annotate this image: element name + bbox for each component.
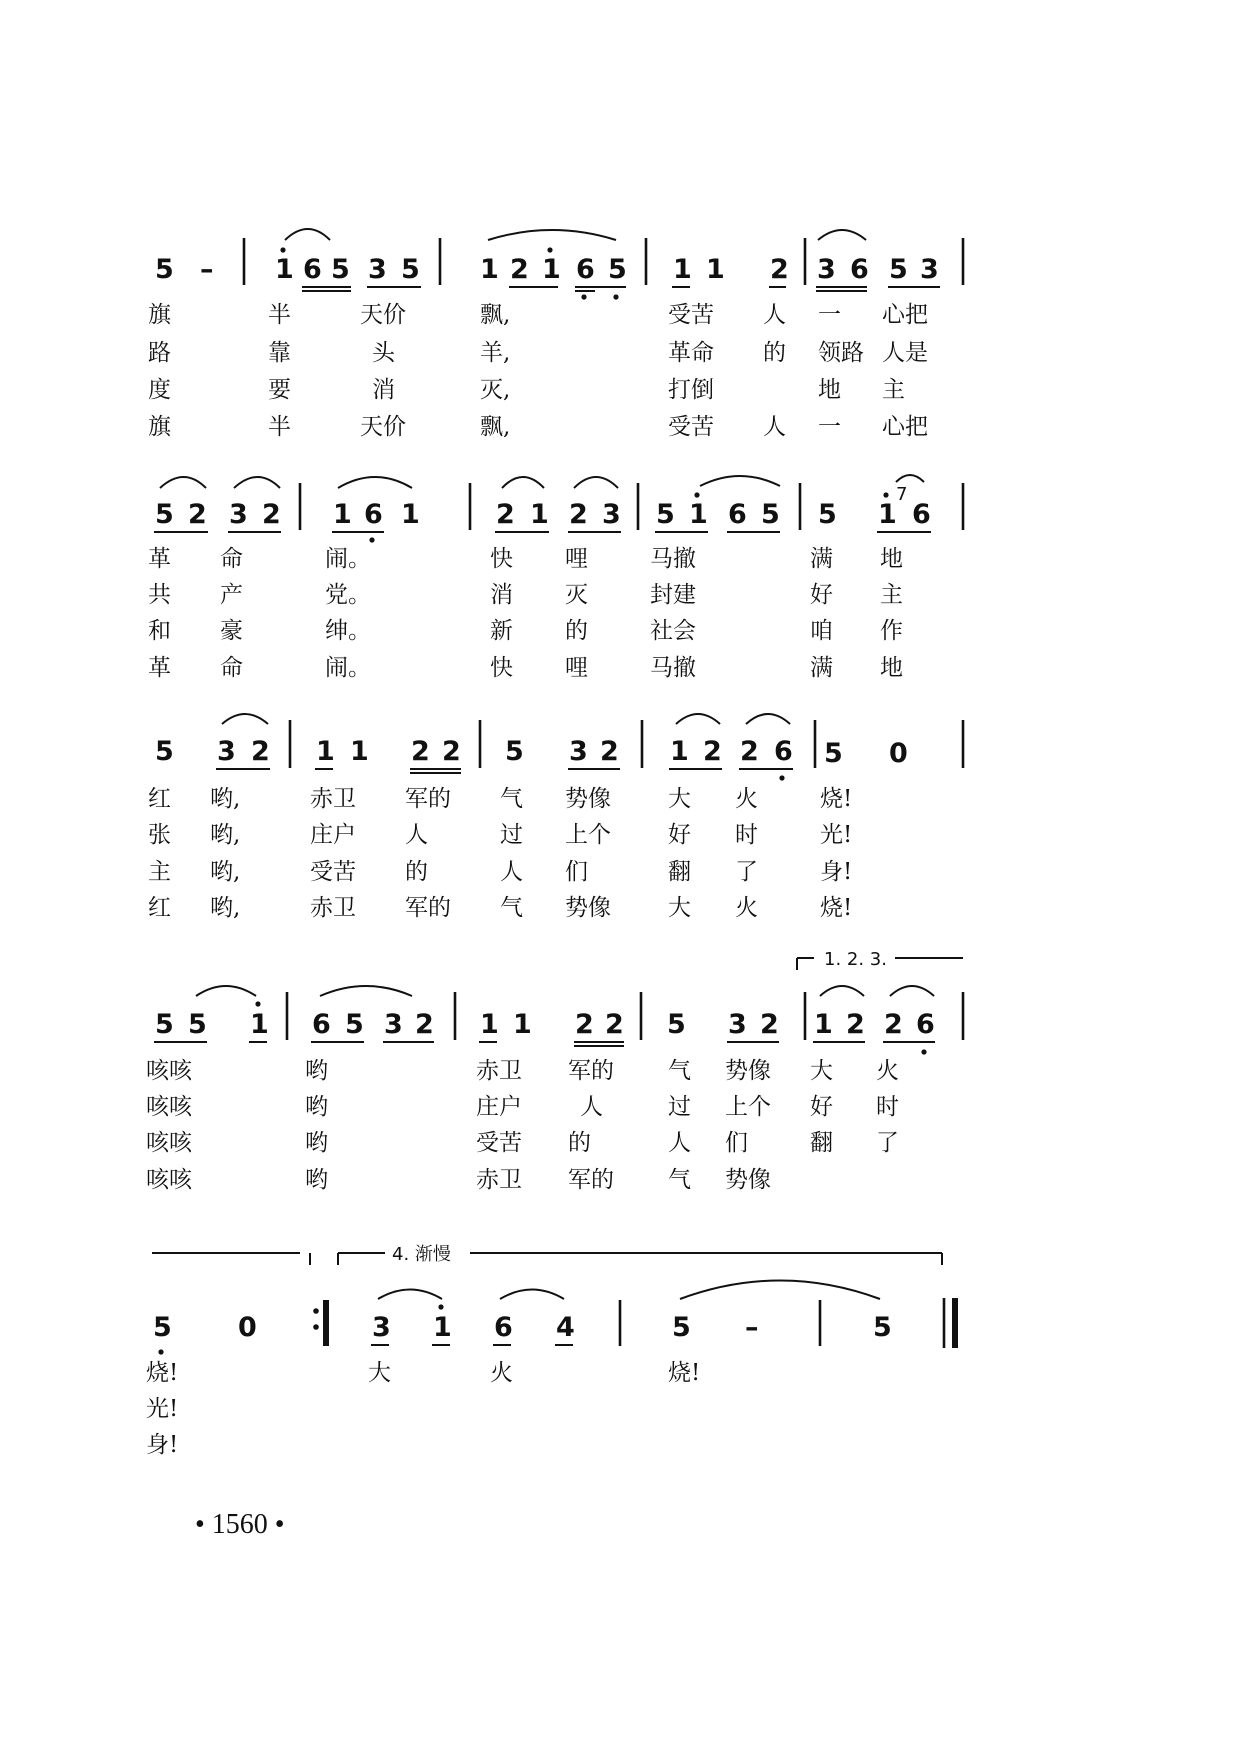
- lyric: 咳咳: [146, 1167, 192, 1193]
- note: 1: [350, 736, 369, 767]
- system-5-lyrics: [146, 1360, 700, 1458]
- note: 3: [602, 499, 621, 530]
- lyric: 气: [500, 895, 523, 921]
- note: 1: [250, 1009, 269, 1040]
- slur: [676, 714, 720, 724]
- note: 2: [884, 1009, 903, 1040]
- lyric: 哟: [305, 1130, 328, 1156]
- slur: [320, 986, 412, 996]
- octave-dot: [921, 1049, 926, 1054]
- lyric: 旗: [148, 302, 171, 328]
- note: 2: [262, 499, 281, 530]
- note: 5: [155, 736, 174, 767]
- note: 5: [345, 1009, 364, 1040]
- lyric: 哟: [305, 1094, 328, 1120]
- lyric: 哟: [305, 1167, 328, 1193]
- system-4: [146, 949, 963, 1193]
- note: 5: [153, 1312, 172, 1343]
- lyric: 军的: [405, 895, 451, 921]
- note: 6: [312, 1009, 331, 1040]
- lyric: 时: [735, 822, 758, 848]
- note: 6: [494, 1312, 513, 1343]
- lyric: 消: [372, 377, 395, 403]
- system-5-notes: [153, 1312, 892, 1343]
- slur: [818, 230, 866, 240]
- lyric: 心把: [882, 414, 928, 440]
- slur: [196, 986, 256, 996]
- lyric: 哩: [565, 655, 588, 681]
- lyric: 光!: [146, 1396, 179, 1422]
- repeat-dot: [313, 1308, 319, 1314]
- lyric: 火: [735, 786, 758, 812]
- note: 2: [442, 736, 461, 767]
- note: 1: [670, 736, 689, 767]
- system-2-lyrics: [148, 546, 903, 681]
- note: 5: [401, 254, 420, 285]
- lyric: 半: [268, 302, 291, 328]
- note: 6: [364, 499, 383, 530]
- lyric: 马撤: [650, 546, 696, 572]
- lyric: 庄户: [476, 1094, 522, 1120]
- lyric: 一: [818, 302, 841, 328]
- slur: [500, 1290, 564, 1300]
- slur: [502, 477, 544, 488]
- page-number: • 1560 •: [195, 1509, 285, 1540]
- lyric: 张: [148, 822, 171, 848]
- lyric: 们: [565, 859, 588, 885]
- lyric: 羊,: [480, 340, 511, 366]
- lyric: 灭: [565, 582, 588, 608]
- slur: [896, 475, 924, 482]
- note: 1: [316, 736, 335, 767]
- lyric: 灭,: [480, 377, 511, 403]
- lyric: 产: [220, 582, 243, 608]
- slur: [338, 477, 412, 488]
- note: 5: [824, 738, 843, 769]
- lyric: 消: [490, 582, 513, 608]
- lyric: 翻: [668, 859, 691, 885]
- slur: [222, 714, 268, 724]
- lyric: 好: [810, 582, 833, 608]
- lyric: 飘,: [480, 414, 511, 440]
- lyric: 势像: [725, 1058, 771, 1084]
- lyric: 红: [148, 786, 171, 812]
- lyric: 飘,: [480, 302, 511, 328]
- note: 5: [667, 1009, 686, 1040]
- system-4-lyrics: [146, 1058, 899, 1193]
- note: 1: [433, 1312, 452, 1343]
- lyric: 火: [735, 895, 758, 921]
- note: 5: [889, 254, 908, 285]
- lyric: 咳咳: [146, 1130, 192, 1156]
- note: 5: [155, 1009, 174, 1040]
- lyric: 气: [500, 786, 523, 812]
- lyric: 人: [500, 859, 523, 885]
- lyric: 咳咳: [146, 1094, 192, 1120]
- lyric: 火: [876, 1058, 899, 1084]
- lyric: 咳咳: [146, 1058, 192, 1084]
- lyric: 主: [882, 377, 905, 403]
- repeat-sign: [313, 1300, 326, 1346]
- octave-dot: [280, 247, 285, 252]
- note: 5: [155, 499, 174, 530]
- slur: [820, 986, 864, 996]
- lyric: 人: [763, 414, 786, 440]
- dash: –: [745, 1312, 759, 1343]
- system-2-notes: [155, 484, 931, 530]
- system-3: [148, 714, 963, 921]
- note: 1: [275, 254, 294, 285]
- note: 5: [331, 254, 350, 285]
- lyric: 满: [810, 546, 833, 572]
- lyric: 了: [876, 1130, 899, 1156]
- lyric: 身!: [820, 859, 853, 885]
- lyric: 闹。: [325, 546, 371, 572]
- lyric: 大: [810, 1058, 833, 1084]
- lyric: 受苦: [668, 302, 714, 328]
- note: 1: [814, 1009, 833, 1040]
- note: 2: [605, 1009, 624, 1040]
- note: 6: [912, 499, 931, 530]
- system-1-lyrics: [148, 302, 928, 440]
- lyric: 天价: [360, 302, 406, 328]
- lyric: 大: [668, 786, 691, 812]
- note: 2: [575, 1009, 594, 1040]
- octave-dot: [438, 1304, 443, 1309]
- lyric: 大: [668, 895, 691, 921]
- octave-dot: [883, 492, 888, 497]
- lyric: 受苦: [310, 859, 356, 885]
- note: 1: [706, 254, 725, 285]
- note: 3: [920, 254, 939, 285]
- note: 2: [846, 1009, 865, 1040]
- lyric: 革命: [668, 340, 714, 366]
- volta-label: 1. 2. 3.: [824, 949, 887, 970]
- lyric: 大: [368, 1360, 391, 1386]
- lyric: 地: [880, 655, 903, 681]
- note: 2: [569, 499, 588, 530]
- system-5: [146, 1244, 955, 1458]
- note: 1: [689, 499, 708, 530]
- note: 1: [480, 254, 499, 285]
- note: 5: [608, 254, 627, 285]
- note: 6: [850, 254, 869, 285]
- note: 2: [760, 1009, 779, 1040]
- octave-dot: [255, 1001, 260, 1006]
- lyric: 庄户: [310, 822, 356, 848]
- note: 6: [916, 1009, 935, 1040]
- lyric: 军的: [568, 1058, 614, 1084]
- lyric: 一: [818, 414, 841, 440]
- lyric: 军的: [405, 786, 451, 812]
- system-2: [148, 475, 963, 681]
- lyric: 哟,: [210, 859, 241, 885]
- note: 2: [703, 736, 722, 767]
- rest: 0: [238, 1312, 257, 1343]
- repeat-dot: [313, 1324, 319, 1330]
- note: 3: [728, 1009, 747, 1040]
- lyric: 了: [735, 859, 758, 885]
- lyric: 新: [490, 618, 513, 644]
- note: 6: [303, 254, 322, 285]
- lyric: 势像: [565, 786, 611, 812]
- lyric: 过: [668, 1094, 691, 1120]
- note: 2: [415, 1009, 434, 1040]
- lyric: 人: [668, 1130, 691, 1156]
- lyric: 马撤: [650, 655, 696, 681]
- octave-dot: [779, 775, 784, 780]
- dash: –: [200, 254, 214, 285]
- note: 6: [774, 736, 793, 767]
- lyric: 好: [668, 822, 691, 848]
- lyric: 赤卫: [310, 895, 356, 921]
- note: 5: [155, 254, 174, 285]
- slur: [890, 986, 934, 996]
- slur: [574, 477, 618, 488]
- lyric: 气: [668, 1167, 691, 1193]
- slur: [488, 230, 616, 240]
- note: 2: [600, 736, 619, 767]
- lyric: 共: [148, 582, 171, 608]
- note: 4: [556, 1312, 575, 1343]
- lyric: 封建: [650, 582, 696, 608]
- lyric: 身!: [146, 1432, 179, 1458]
- note: 1: [480, 1009, 499, 1040]
- note: 2: [770, 254, 789, 285]
- lyric: 头: [372, 340, 395, 366]
- note: 5: [672, 1312, 691, 1343]
- lyric: 受苦: [476, 1130, 522, 1156]
- lyric: 打倒: [668, 377, 714, 403]
- note: 5: [656, 499, 675, 530]
- lyric: 光!: [820, 822, 853, 848]
- slur: [378, 1290, 442, 1300]
- note: 5: [188, 1009, 207, 1040]
- lyric: 过: [500, 822, 523, 848]
- lyric: 时: [876, 1094, 899, 1120]
- octave-dot: [547, 247, 552, 252]
- note: 1: [878, 499, 897, 530]
- lyric: 人: [763, 302, 786, 328]
- lyric: 哟,: [210, 786, 241, 812]
- lyric: 好: [810, 1094, 833, 1120]
- lyric: 势像: [725, 1167, 771, 1193]
- lyric: 革: [148, 655, 171, 681]
- octave-dot: [613, 294, 618, 299]
- octave-dot: [158, 1349, 163, 1354]
- lyric: 红: [148, 895, 171, 921]
- lyric: 快: [490, 546, 513, 572]
- slur: [700, 476, 780, 486]
- system-1-notes: [155, 254, 939, 285]
- lyric: 半: [268, 414, 291, 440]
- note: 6: [576, 254, 595, 285]
- lyric: 的: [565, 618, 588, 644]
- lyric: 上个: [725, 1094, 771, 1120]
- slur: [746, 714, 790, 724]
- lyric: 赤卫: [476, 1058, 522, 1084]
- system-3-notes: [155, 736, 908, 769]
- lyric: 们: [725, 1130, 748, 1156]
- volta-bracket-1: [797, 949, 963, 970]
- note: 3: [229, 499, 248, 530]
- note: 2: [496, 499, 515, 530]
- lyric: 主: [148, 859, 171, 885]
- note: 3: [372, 1312, 391, 1343]
- lyric: 地: [880, 546, 903, 572]
- lyric: 命: [220, 546, 243, 572]
- lyric: 绅。: [325, 618, 371, 644]
- note: 1: [513, 1009, 532, 1040]
- volta-label: 4. 渐慢: [392, 1244, 451, 1265]
- note: 2: [510, 254, 529, 285]
- lyric: 哟,: [210, 822, 241, 848]
- note: 5: [761, 499, 780, 530]
- final-barline: [944, 1298, 955, 1348]
- octave-dot: [694, 492, 699, 497]
- note: 1: [542, 254, 561, 285]
- lyric: 的: [763, 340, 786, 366]
- system-3-lyrics: [148, 786, 852, 921]
- lyric: 心把: [882, 302, 928, 328]
- note: 6: [728, 499, 747, 530]
- note: 2: [411, 736, 430, 767]
- lyric: 哟,: [210, 895, 241, 921]
- slur: [680, 1281, 880, 1300]
- note: 5: [505, 736, 524, 767]
- lyric: 的: [568, 1130, 591, 1156]
- lyric: 命: [220, 655, 243, 681]
- octave-dot: [581, 294, 586, 299]
- lyric: 领路: [818, 340, 864, 366]
- lyric: 天价: [360, 414, 406, 440]
- lyric: 烧!: [146, 1360, 179, 1386]
- lyric: 人: [405, 822, 428, 848]
- lyric: 主: [880, 582, 903, 608]
- lyric: 的: [405, 859, 428, 885]
- lyric: 度: [148, 377, 171, 403]
- lyric: 党。: [325, 582, 371, 608]
- lyric: 咱: [810, 618, 833, 644]
- note: 5: [818, 499, 837, 530]
- lyric: 社会: [650, 618, 696, 644]
- note: 3: [569, 736, 588, 767]
- lyric: 旗: [148, 414, 171, 440]
- lyric: 快: [490, 655, 513, 681]
- lyric: 满: [810, 655, 833, 681]
- lyric: 人是: [882, 340, 928, 366]
- lyric: 要: [268, 377, 291, 403]
- note: 3: [217, 736, 236, 767]
- lyric: 路: [148, 340, 171, 366]
- note: 5: [873, 1312, 892, 1343]
- lyric: 闹。: [325, 655, 371, 681]
- note: 1: [401, 499, 420, 530]
- lyric: 上个: [565, 822, 611, 848]
- lyric: 革: [148, 546, 171, 572]
- note: 1: [673, 254, 692, 285]
- note: 1: [333, 499, 352, 530]
- lyric: 烧!: [820, 786, 853, 812]
- lyric: 豪: [220, 618, 243, 644]
- grace-note: 7: [896, 484, 908, 505]
- lyric: 翻: [810, 1130, 833, 1156]
- note: 1: [530, 499, 549, 530]
- octave-dot: [369, 537, 374, 542]
- lyric: 烧!: [820, 895, 853, 921]
- volta-bracket-end: [152, 1244, 942, 1265]
- lyric: 作: [880, 618, 903, 644]
- lyric: 赤卫: [476, 1167, 522, 1193]
- lyric: 受苦: [668, 414, 714, 440]
- lyric: 气: [668, 1058, 691, 1084]
- lyric: 和: [148, 618, 171, 644]
- lyric: 靠: [268, 340, 291, 366]
- lyric: 火: [490, 1360, 513, 1386]
- note: 2: [740, 736, 759, 767]
- lyric: 烧!: [668, 1360, 701, 1386]
- lyric: 哟: [305, 1058, 328, 1084]
- note: 3: [368, 254, 387, 285]
- lyric: 哩: [565, 546, 588, 572]
- system-4-notes: [155, 1009, 935, 1040]
- lyric: 军的: [568, 1167, 614, 1193]
- lyric: 势像: [565, 895, 611, 921]
- note: 2: [251, 736, 270, 767]
- slur: [160, 477, 206, 488]
- note: 0: [889, 738, 908, 769]
- note: 3: [384, 1009, 403, 1040]
- slur: [234, 477, 280, 488]
- lyric: 赤卫: [310, 786, 356, 812]
- slur: [285, 229, 330, 240]
- note: 2: [188, 499, 207, 530]
- lyric: 地: [818, 377, 841, 403]
- note: 3: [817, 254, 836, 285]
- system-1: [148, 229, 963, 440]
- lyric: 人: [580, 1094, 603, 1120]
